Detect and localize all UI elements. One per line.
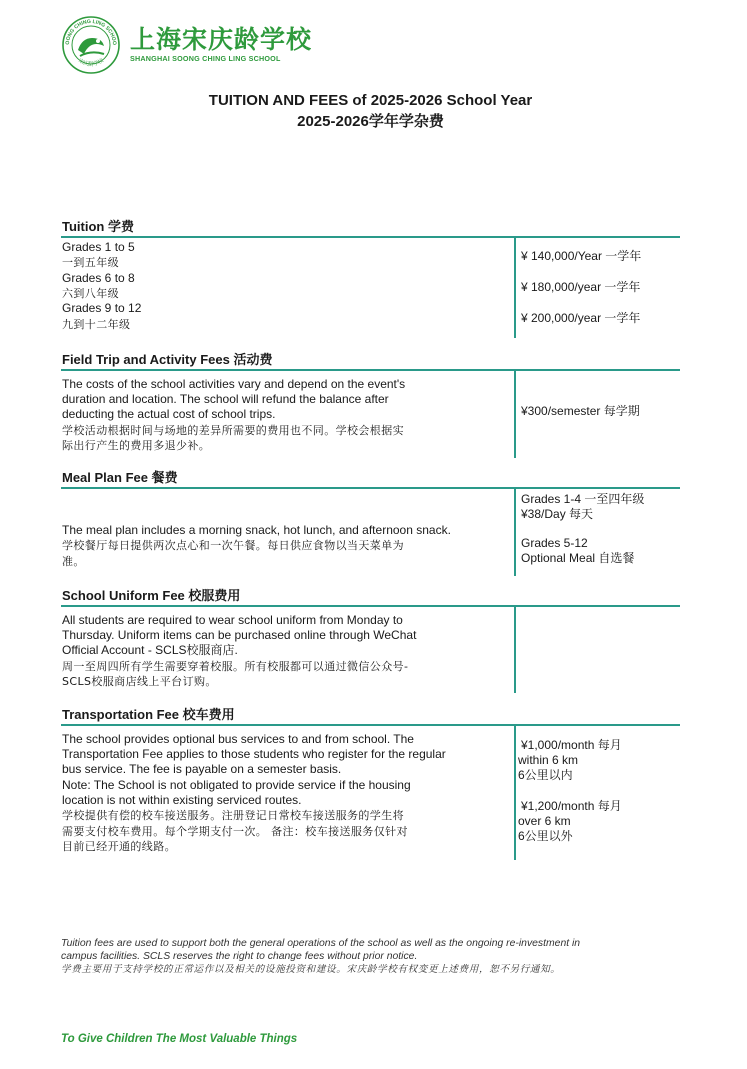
tuition-fee-1-5: ¥ 140,000/Year 一学年 xyxy=(521,249,642,263)
meal-fee-grades-5-12: Grades 5-12 xyxy=(521,536,588,550)
field-trip-desc-cn-line: 际出行产生的费用多退少补。 xyxy=(62,439,211,453)
uniform-heading: School Uniform Fee 校服费用 xyxy=(61,588,680,607)
tuition-grade-1-5: Grades 1 to 5 xyxy=(62,240,135,254)
logo-ring-text: OONG CHING LING SCHOO xyxy=(64,18,118,46)
transport-desc-line: Note: The School is not obligated to provide service if the housing xyxy=(62,777,411,792)
meal-desc-cn-line: 学校餐厅每日提供两次点心和一次午餐。每日供应食物以当天菜单为 xyxy=(62,539,404,553)
meal-fee-grades-1-4: Grades 1-4 一至四年级 xyxy=(521,492,645,506)
transport-section xyxy=(61,707,680,860)
field-trip-desc-line: deducting the actual cost of school trips. xyxy=(62,407,276,422)
tuition-section xyxy=(61,219,680,338)
uniform-desc-cn-line: SCLS校服商店线上平台订购。 xyxy=(62,675,217,689)
meal-section xyxy=(61,470,680,576)
title-chinese: 2025-2026学年学杂费 xyxy=(297,113,444,130)
tuition-fee-9-12: ¥ 200,000/year 一学年 xyxy=(521,311,641,325)
tuition-grade-9-12: Grades 9 to 12 xyxy=(62,301,142,316)
field-trip-section xyxy=(61,352,680,458)
uniform-desc-line: Official Account - SCLS校服商店. xyxy=(62,643,238,658)
transport-desc-line: bus service. The fee is payable on a semester basis. xyxy=(62,762,342,777)
footnote-cn: 学费主要用于支持学校的正常运作以及相关的设施投资和建设。宋庆龄学校有权变更上述费用，恕不另行通知。 xyxy=(61,964,561,975)
transport-desc-cn-line: 学校提供有偿的校车接送服务。注册登记日常校车接送服务的学生将 xyxy=(62,809,404,823)
document-title-block xyxy=(0,92,747,132)
title-english: TUITION AND FEES of 2025-2026 School Year xyxy=(208,92,533,109)
field-trip-fee: ¥300/semester 每学期 xyxy=(521,404,640,418)
tuition-grade-6-8-cn: 六到八年级 xyxy=(62,286,119,300)
field-trip-desc-line: duration and location. The school will refund the balance after xyxy=(62,392,389,407)
fees-footnote xyxy=(61,937,681,977)
transport-desc-line: Transportation Fee applies to those students who register for the regular xyxy=(62,747,446,762)
uniform-desc-line: Thursday. Uniform items can be purchased online through WeChat xyxy=(62,628,417,643)
transport-fee-within: ¥1,000/month 每月 xyxy=(521,738,622,752)
uniform-section xyxy=(61,588,680,693)
uniform-desc-line: All students are required to wear school uniform from Monday to xyxy=(62,613,403,627)
field-trip-desc-line: The costs of the school activities vary and depend on the event's xyxy=(62,377,406,391)
transport-over-distance-cn: 6公里以外 xyxy=(518,829,573,843)
transport-fee-over: ¥1,200/month 每月 xyxy=(521,799,622,813)
school-logo xyxy=(60,14,320,76)
tuition-grade-1-5-cn: 一到五年级 xyxy=(62,256,119,270)
school-slogan: To Give Children The Most Valuable Things xyxy=(61,1033,298,1045)
transport-desc-cn-line: 需要支付校车费用。每个学期支付一次。 备注：校车接送服务仅针对 xyxy=(62,824,408,838)
transport-over-distance: over 6 km xyxy=(518,814,571,828)
transport-within-distance: within 6 km xyxy=(518,753,579,767)
footnote-line: campus facilities. SCLS reserves the right to change fees without prior notice. xyxy=(61,951,418,962)
uniform-desc-cn-line: 周一至周四所有学生需要穿着校服。所有校服都可以通过微信公众号- xyxy=(62,659,409,673)
school-emblem-icon xyxy=(60,14,122,76)
logo-chinese-name: 上海宋庆龄学校 xyxy=(130,25,313,54)
transport-within-distance-cn: 6公里以内 xyxy=(518,768,573,782)
transport-desc-line: The school provides optional bus services to and from school. The xyxy=(62,732,414,746)
tuition-grade-9-12-cn: 九到十二年级 xyxy=(62,317,131,331)
meal-heading: Meal Plan Fee 餐费 xyxy=(61,470,680,489)
transport-desc-line: location is not within existing serviced routes. xyxy=(62,792,302,807)
meal-desc-cn-line: 准。 xyxy=(62,554,85,568)
tuition-heading: Tuition 学费 xyxy=(61,219,680,238)
tuition-fee-6-8: ¥ 180,000/year 一学年 xyxy=(521,280,641,294)
transport-desc-cn-line: 目前已经开通的线路。 xyxy=(62,840,176,854)
svg-text:宋庆龄学校 xyxy=(77,56,105,68)
transport-heading: Transportation Fee 校车费用 xyxy=(61,707,680,726)
field-trip-heading: Field Trip and Activity Fees 活动费 xyxy=(61,352,680,371)
tuition-grade-6-8: Grades 6 to 8 xyxy=(62,270,135,285)
footnote-line: Tuition fees are used to support both the general operations of the school as well as the ongoing re-investment in xyxy=(61,938,581,949)
logo-ring-cn-text: 宋庆龄学校 xyxy=(77,57,105,68)
meal-fee-per-day: ¥38/Day 每天 xyxy=(521,507,594,521)
meal-fee-optional: Optional Meal 自选餐 xyxy=(521,551,635,565)
meal-desc: The meal plan includes a morning snack, hot lunch, and afternoon snack. xyxy=(62,523,451,537)
logo-english-name: SHANGHAI SOONG CHING LING SCHOOL xyxy=(130,54,281,63)
field-trip-desc-cn-line: 学校活动根据时间与场地的差异所需要的费用也不同。学校会根据实 xyxy=(62,423,404,437)
